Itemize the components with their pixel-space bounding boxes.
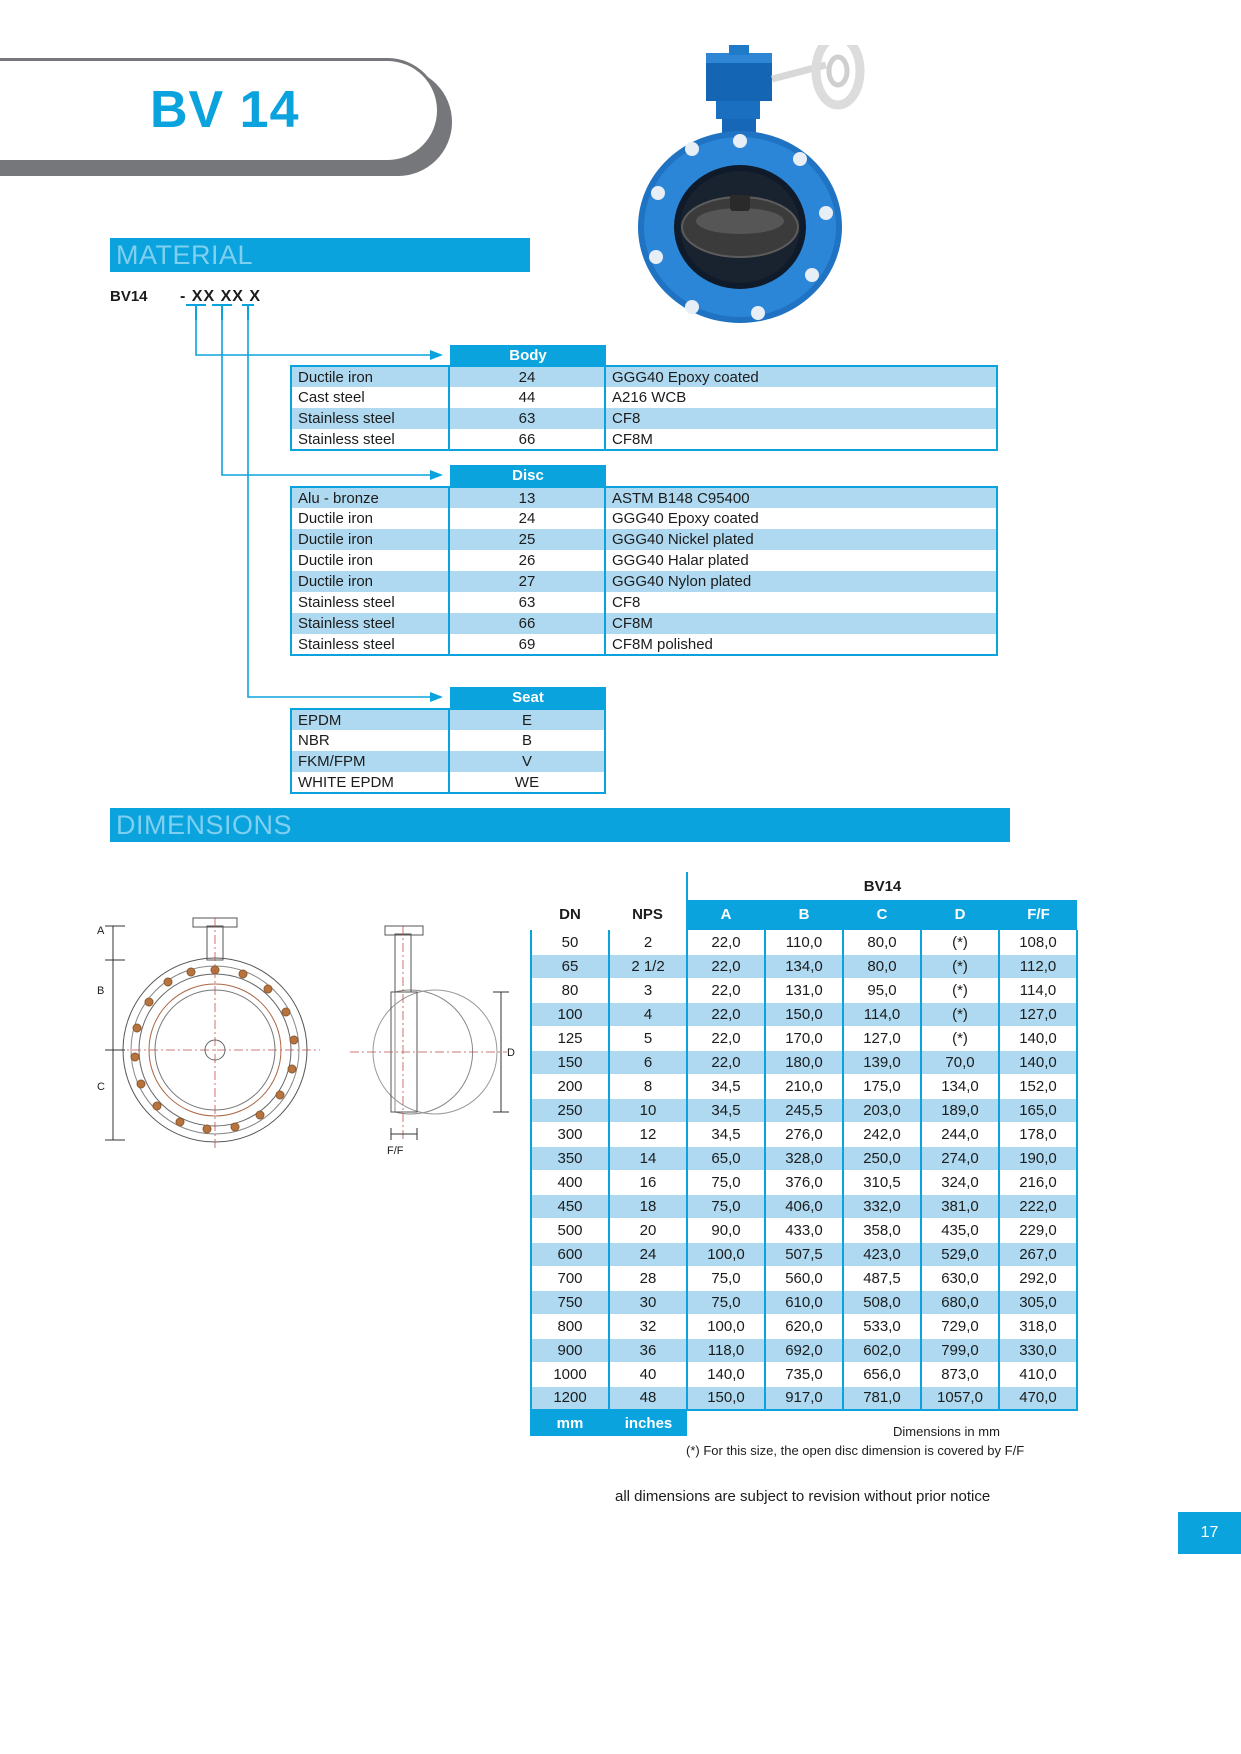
cell-c: 114,0 [843, 1002, 921, 1026]
cell-ff: 108,0 [999, 930, 1077, 954]
cell-b: 507,5 [765, 1242, 843, 1266]
material-code: 63 [449, 408, 605, 429]
material-desc: GGG40 Nylon plated [605, 571, 997, 592]
table-row [531, 978, 1077, 1002]
cell-c: 508,0 [843, 1290, 921, 1314]
table-row [531, 930, 1077, 954]
cell-b: 134,0 [765, 954, 843, 978]
cell-b: 131,0 [765, 978, 843, 1002]
cell-b: 210,0 [765, 1074, 843, 1098]
material-name: FKM/FPM [291, 751, 449, 772]
cell-a: 75,0 [687, 1170, 765, 1194]
table-row [531, 1170, 1077, 1194]
cell-ff: 165,0 [999, 1098, 1077, 1122]
column-header-d: D [921, 900, 999, 930]
material-code: E [449, 709, 605, 730]
cell-dn: 900 [531, 1338, 609, 1362]
material-code: 25 [449, 529, 605, 550]
table-row [531, 1098, 1077, 1122]
table-row [531, 1314, 1077, 1338]
cell-dn: 500 [531, 1218, 609, 1242]
cell-dn: 350 [531, 1146, 609, 1170]
cell-d: 1057,0 [921, 1386, 999, 1410]
cell-b: 150,0 [765, 1002, 843, 1026]
cell-nps: 6 [609, 1050, 687, 1074]
cell-ff: 318,0 [999, 1314, 1077, 1338]
cell-ff: 222,0 [999, 1194, 1077, 1218]
cell-d: (*) [921, 1026, 999, 1050]
material-name: Ductile iron [291, 571, 449, 592]
material-code: 69 [449, 634, 605, 655]
material-name: Stainless steel [291, 634, 449, 655]
material-code: 66 [449, 613, 605, 634]
material-code: 27 [449, 571, 605, 592]
cell-d: 799,0 [921, 1338, 999, 1362]
material-desc: GGG40 Epoxy coated [605, 366, 997, 387]
cell-b: 917,0 [765, 1386, 843, 1410]
drawing-label-c: C [97, 1081, 105, 1093]
table-row [531, 1218, 1077, 1242]
table-row [291, 730, 605, 751]
table-row [531, 1050, 1077, 1074]
cell-dn: 1200 [531, 1386, 609, 1410]
table-row [291, 613, 997, 634]
material-name: EPDM [291, 709, 449, 730]
material-table-body [290, 365, 998, 451]
material-code: V [449, 751, 605, 772]
cell-dn: 250 [531, 1098, 609, 1122]
table-row [291, 508, 997, 529]
cell-ff: 330,0 [999, 1338, 1077, 1362]
cell-d: 680,0 [921, 1290, 999, 1314]
cell-a: 22,0 [687, 1002, 765, 1026]
cell-c: 602,0 [843, 1338, 921, 1362]
cell-dn: 300 [531, 1122, 609, 1146]
table-row [531, 1386, 1077, 1410]
cell-a: 150,0 [687, 1386, 765, 1410]
material-desc: CF8M [605, 429, 997, 450]
cell-c: 127,0 [843, 1026, 921, 1050]
cell-ff: 140,0 [999, 1026, 1077, 1050]
cell-ff: 114,0 [999, 978, 1077, 1002]
table-row [291, 709, 605, 730]
cell-d: 630,0 [921, 1266, 999, 1290]
cell-c: 310,5 [843, 1170, 921, 1194]
unit-inches: inches [609, 1410, 687, 1436]
cell-nps: 32 [609, 1314, 687, 1338]
note-dimensions-unit: Dimensions in mm [893, 1424, 1000, 1439]
cell-nps: 3 [609, 978, 687, 1002]
cell-c: 80,0 [843, 954, 921, 978]
material-code: 66 [449, 429, 605, 450]
table-row [291, 751, 605, 772]
material-name: Alu - bronze [291, 487, 449, 508]
cell-ff: 112,0 [999, 954, 1077, 978]
material-desc: CF8 [605, 408, 997, 429]
cell-a: 75,0 [687, 1194, 765, 1218]
cell-dn: 100 [531, 1002, 609, 1026]
cell-nps: 2 1/2 [609, 954, 687, 978]
cell-c: 250,0 [843, 1146, 921, 1170]
cell-c: 242,0 [843, 1122, 921, 1146]
cell-nps: 14 [609, 1146, 687, 1170]
cell-nps: 48 [609, 1386, 687, 1410]
cell-nps: 36 [609, 1338, 687, 1362]
column-header-c: C [843, 900, 921, 930]
cell-c: 139,0 [843, 1050, 921, 1074]
cell-dn: 1000 [531, 1362, 609, 1386]
table-row [531, 1026, 1077, 1050]
code-pattern-label: - XX XX X [180, 288, 262, 305]
table-row [531, 1122, 1077, 1146]
cell-a: 22,0 [687, 930, 765, 954]
drawing-label-b: B [97, 985, 105, 997]
material-table-tab-body: Body [450, 345, 606, 366]
cell-nps: 20 [609, 1218, 687, 1242]
cell-c: 358,0 [843, 1218, 921, 1242]
material-table-tab-seat: Seat [450, 687, 606, 708]
cell-dn: 400 [531, 1170, 609, 1194]
cell-dn: 125 [531, 1026, 609, 1050]
table-row [531, 1074, 1077, 1098]
cell-d: 435,0 [921, 1218, 999, 1242]
material-name: Ductile iron [291, 529, 449, 550]
cell-c: 203,0 [843, 1098, 921, 1122]
section-header-material: MATERIAL [110, 238, 530, 272]
table-row [531, 1242, 1077, 1266]
table-row [531, 1362, 1077, 1386]
material-name: Stainless steel [291, 613, 449, 634]
table-row [531, 1266, 1077, 1290]
cell-b: 620,0 [765, 1314, 843, 1338]
cell-c: 656,0 [843, 1362, 921, 1386]
material-desc: CF8M [605, 613, 997, 634]
dimensions-group-header: BV14 [687, 872, 1077, 900]
table-row [531, 1290, 1077, 1314]
cell-a: 22,0 [687, 954, 765, 978]
table-row [291, 634, 997, 655]
dimensions-group-header-row [531, 872, 1077, 900]
code-prefix-label: BV14 [110, 288, 148, 305]
cell-dn: 800 [531, 1314, 609, 1338]
unit-mm: mm [531, 1410, 609, 1436]
column-header-b: B [765, 900, 843, 930]
cell-c: 781,0 [843, 1386, 921, 1410]
cell-d: 529,0 [921, 1242, 999, 1266]
material-name: Stainless steel [291, 408, 449, 429]
material-desc: GGG40 Epoxy coated [605, 508, 997, 529]
cell-a: 75,0 [687, 1266, 765, 1290]
table-row [291, 366, 997, 387]
cell-b: 735,0 [765, 1362, 843, 1386]
cell-a: 34,5 [687, 1098, 765, 1122]
material-name: Ductile iron [291, 366, 449, 387]
cell-nps: 28 [609, 1266, 687, 1290]
table-row [291, 387, 997, 408]
table-row [531, 1338, 1077, 1362]
cell-dn: 600 [531, 1242, 609, 1266]
cell-c: 332,0 [843, 1194, 921, 1218]
cell-a: 75,0 [687, 1290, 765, 1314]
material-name: Stainless steel [291, 592, 449, 613]
cell-ff: 410,0 [999, 1362, 1077, 1386]
cell-nps: 8 [609, 1074, 687, 1098]
cell-d: 873,0 [921, 1362, 999, 1386]
drawing-label-ff: F/F [387, 1145, 404, 1157]
cell-d: 189,0 [921, 1098, 999, 1122]
cell-d: 70,0 [921, 1050, 999, 1074]
cell-b: 170,0 [765, 1026, 843, 1050]
table-row [291, 529, 997, 550]
cell-ff: 216,0 [999, 1170, 1077, 1194]
cell-ff: 267,0 [999, 1242, 1077, 1266]
table-row [291, 592, 997, 613]
cell-ff: 305,0 [999, 1290, 1077, 1314]
cell-b: 276,0 [765, 1122, 843, 1146]
dimensions-column-header-row [531, 900, 1077, 930]
cell-c: 423,0 [843, 1242, 921, 1266]
cell-ff: 470,0 [999, 1386, 1077, 1410]
cell-d: 381,0 [921, 1194, 999, 1218]
cell-ff: 127,0 [999, 1002, 1077, 1026]
material-table-disc [290, 486, 998, 656]
table-row [531, 954, 1077, 978]
material-code: 44 [449, 387, 605, 408]
cell-c: 95,0 [843, 978, 921, 1002]
dimensions-table [530, 872, 1078, 1436]
table-row [531, 1002, 1077, 1026]
material-name: Cast steel [291, 387, 449, 408]
material-desc: CF8M polished [605, 634, 997, 655]
cell-a: 22,0 [687, 1050, 765, 1074]
cell-d: 729,0 [921, 1314, 999, 1338]
cell-d: (*) [921, 930, 999, 954]
note-asterisk: (*) For this size, the open disc dimension is covered by F/F [686, 1443, 1025, 1458]
material-code: 63 [449, 592, 605, 613]
material-name: Stainless steel [291, 429, 449, 450]
cell-nps: 10 [609, 1098, 687, 1122]
cell-b: 433,0 [765, 1218, 843, 1242]
cell-d: 274,0 [921, 1146, 999, 1170]
cell-ff: 190,0 [999, 1146, 1077, 1170]
cell-b: 245,5 [765, 1098, 843, 1122]
page-header-banner [0, 58, 460, 176]
material-desc: ASTM B148 C95400 [605, 487, 997, 508]
cell-c: 533,0 [843, 1314, 921, 1338]
table-row [291, 487, 997, 508]
cell-dn: 450 [531, 1194, 609, 1218]
cell-b: 180,0 [765, 1050, 843, 1074]
cell-ff: 140,0 [999, 1050, 1077, 1074]
cell-ff: 229,0 [999, 1218, 1077, 1242]
material-table-tab-disc: Disc [450, 465, 606, 486]
cell-a: 100,0 [687, 1314, 765, 1338]
cell-a: 118,0 [687, 1338, 765, 1362]
cell-nps: 30 [609, 1290, 687, 1314]
cell-a: 100,0 [687, 1242, 765, 1266]
cell-nps: 18 [609, 1194, 687, 1218]
column-header-dn: DN [531, 900, 609, 930]
column-header-ff: F/F [999, 900, 1077, 930]
material-desc: GGG40 Halar plated [605, 550, 997, 571]
cell-b: 110,0 [765, 930, 843, 954]
section-header-dimensions: DIMENSIONS [110, 808, 1010, 842]
cell-c: 175,0 [843, 1074, 921, 1098]
table-row [291, 408, 997, 429]
cell-nps: 16 [609, 1170, 687, 1194]
cell-c: 487,5 [843, 1266, 921, 1290]
page-number: 17 [1178, 1512, 1241, 1554]
cell-a: 22,0 [687, 1026, 765, 1050]
cell-d: 324,0 [921, 1170, 999, 1194]
cell-a: 22,0 [687, 978, 765, 1002]
cell-c: 80,0 [843, 930, 921, 954]
cell-dn: 65 [531, 954, 609, 978]
table-row [291, 571, 997, 592]
cell-nps: 12 [609, 1122, 687, 1146]
cell-d: 134,0 [921, 1074, 999, 1098]
table-row [291, 772, 605, 793]
cell-b: 610,0 [765, 1290, 843, 1314]
table-row [291, 429, 997, 450]
material-code: 13 [449, 487, 605, 508]
cell-b: 560,0 [765, 1266, 843, 1290]
material-name: Ductile iron [291, 550, 449, 571]
material-code: 26 [449, 550, 605, 571]
cell-b: 376,0 [765, 1170, 843, 1194]
cell-dn: 700 [531, 1266, 609, 1290]
material-code: 24 [449, 508, 605, 529]
material-code: B [449, 730, 605, 751]
cell-dn: 80 [531, 978, 609, 1002]
cell-dn: 50 [531, 930, 609, 954]
cell-a: 34,5 [687, 1074, 765, 1098]
table-row [531, 1194, 1077, 1218]
cell-ff: 178,0 [999, 1122, 1077, 1146]
material-name: WHITE EPDM [291, 772, 449, 793]
material-table-seat [290, 708, 606, 794]
cell-a: 90,0 [687, 1218, 765, 1242]
cell-dn: 200 [531, 1074, 609, 1098]
cell-a: 140,0 [687, 1362, 765, 1386]
cell-d: (*) [921, 1002, 999, 1026]
cell-nps: 2 [609, 930, 687, 954]
material-code: WE [449, 772, 605, 793]
cell-nps: 24 [609, 1242, 687, 1266]
cell-a: 34,5 [687, 1122, 765, 1146]
valve-technical-drawings [95, 900, 525, 1180]
cell-b: 692,0 [765, 1338, 843, 1362]
cell-ff: 152,0 [999, 1074, 1077, 1098]
cell-ff: 292,0 [999, 1266, 1077, 1290]
cell-d: (*) [921, 978, 999, 1002]
drawing-label-d: D [507, 1047, 515, 1059]
cell-dn: 750 [531, 1290, 609, 1314]
table-row [291, 550, 997, 571]
material-desc: A216 WCB [605, 387, 997, 408]
material-desc: CF8 [605, 592, 997, 613]
page-title: BV 14 [150, 81, 300, 139]
cell-d: 244,0 [921, 1122, 999, 1146]
cell-b: 328,0 [765, 1146, 843, 1170]
material-desc: GGG40 Nickel plated [605, 529, 997, 550]
column-header-nps: NPS [609, 900, 687, 930]
column-header-a: A [687, 900, 765, 930]
table-row [531, 1146, 1077, 1170]
cell-a: 65,0 [687, 1146, 765, 1170]
cell-d: (*) [921, 954, 999, 978]
cell-nps: 4 [609, 1002, 687, 1026]
cell-nps: 5 [609, 1026, 687, 1050]
note-revision: all dimensions are subject to revision without prior notice [615, 1488, 991, 1505]
material-name: NBR [291, 730, 449, 751]
material-name: Ductile iron [291, 508, 449, 529]
cell-b: 406,0 [765, 1194, 843, 1218]
cell-dn: 150 [531, 1050, 609, 1074]
butterfly-valve-photo [630, 45, 920, 335]
cell-nps: 40 [609, 1362, 687, 1386]
material-code: 24 [449, 366, 605, 387]
drawing-label-a: A [97, 925, 105, 937]
